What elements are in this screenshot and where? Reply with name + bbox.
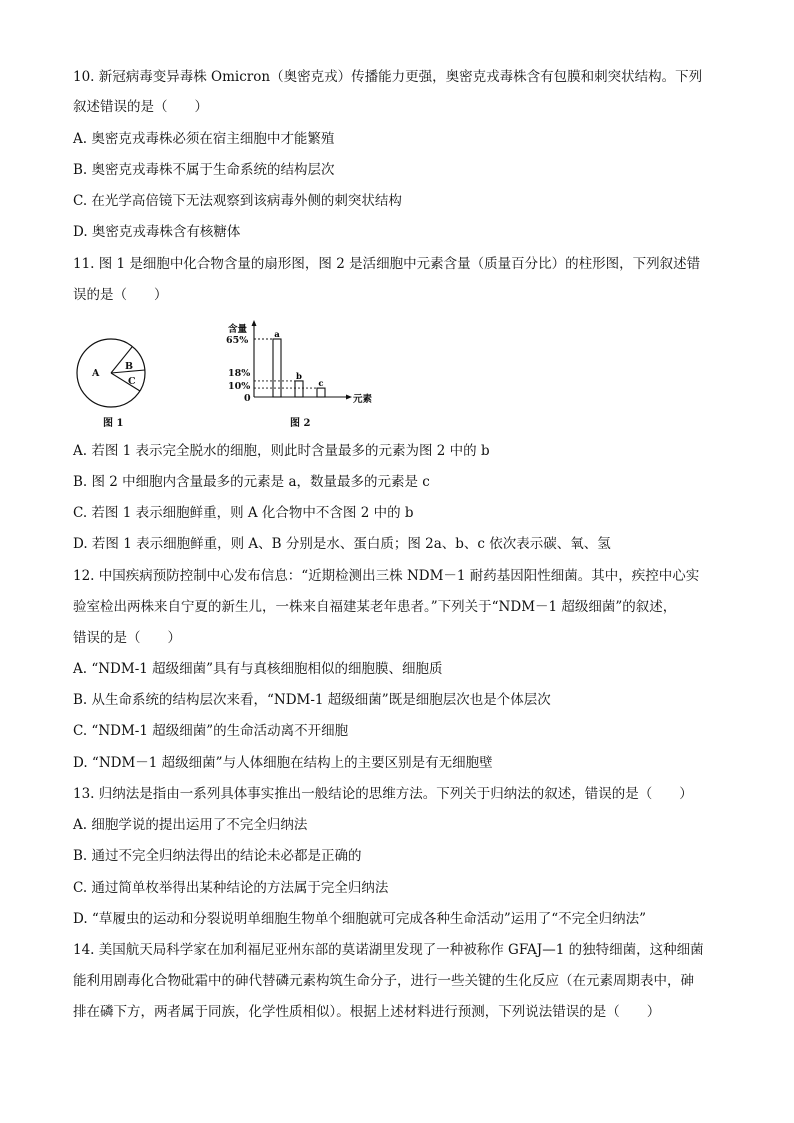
- figure2-bar-b: [295, 381, 303, 397]
- q14-stem-line-1: 14. 美国航天局科学家在加利福尼亚州东部的莫诺湖里发现了一种被称作 GFAJ—1 的独特细菌，这种细菌: [73, 942, 704, 958]
- q10-option-d: D. 奥密克戎毒株含有核糖体: [73, 224, 241, 240]
- q11-option-d: D. 若图 1 表示细胞鲜重，则 A、B 分别是水、蛋白质；图 2a、b、c 依次表示碳、氧、氢: [73, 536, 611, 552]
- figure1-caption: 图 1: [103, 418, 124, 429]
- q11-option-b: B. 图 2 中细胞内含量最多的元素是 a，数量最多的元素是 c: [73, 474, 430, 490]
- figure2-y-axis-label: 含量: [228, 324, 248, 335]
- q10-stem-line-1: 10. 新冠病毒变异毒株 Omicron（奥密克戎）传播能力更强，奥密克戎毒株含有包膜和刺突状结构。下列: [73, 69, 703, 85]
- q11-stem-line-1: 11. 图 1 是细胞中化合物含量的扇形图，图 2 是活细胞中元素含量（质量百分比）的柱形图，下列叙述错: [73, 256, 701, 272]
- figure1-pie: [74, 336, 150, 412]
- q13-stem-line-1: 13. 归纳法是指由一系列具体事实推出一般结论的思维方法。下列关于归纳法的叙述，错误的是（ ）: [73, 786, 693, 802]
- figure1-sector-b: B: [125, 361, 134, 372]
- figure2-bar-c: [317, 388, 325, 397]
- q13-option-a: A. 细胞学说的提出运用了不完全归纳法: [73, 817, 308, 833]
- figure2-origin-label: 0: [244, 393, 251, 404]
- figure2-bar-chart: [240, 320, 355, 405]
- q11-option-c: C. 若图 1 表示细胞鲜重，则 A 化合物中不含图 2 中的 b: [73, 505, 414, 521]
- q10-stem-line-2: 叙述错误的是（ ）: [73, 99, 208, 115]
- figure2-caption: 图 2: [290, 418, 311, 429]
- figure1-sector-a: A: [92, 368, 100, 379]
- figure2-bar-label-b: b: [296, 371, 302, 382]
- figure2-tick-label-18: 18%: [228, 368, 251, 379]
- q10-option-a: A. 奥密克戎毒株必须在宿主细胞中才能繁殖: [73, 131, 335, 147]
- q14-stem-line-2: 能利用剧毒化合物砒霜中的砷代替磷元素构筑生命分子，进行一些关键的生化反应（在元素周期表中，砷: [73, 973, 694, 989]
- q10-option-b: B. 奥密克戎毒株不属于生命系统的结构层次: [73, 162, 335, 178]
- figure1-sector-c: C: [128, 376, 136, 387]
- q11-stem-line-2: 误的是（ ）: [73, 287, 168, 303]
- q10-option-c: C. 在光学高倍镜下无法观察到该病毒外侧的刺突状结构: [73, 193, 402, 209]
- figure2-bar-label-c: c: [318, 379, 324, 390]
- q11-option-a: A. 若图 1 表示完全脱水的细胞，则此时含量最多的元素为图 2 中的 b: [73, 443, 490, 459]
- q12-stem-line-1: 12. 中国疾病预防控制中心发布信息：“近期检测出三株 NDM－1 耐药基因阳性细菌。其中，疾控中心实: [73, 568, 700, 584]
- figure2-y-axis-arrow: [252, 320, 257, 326]
- figure2-tick-label-65: 65%: [226, 335, 249, 346]
- q12-option-b: B. 从生命系统的结构层次来看，“NDM-1 超级细菌”既是细胞层次也是个体层次: [73, 692, 551, 708]
- figure2-x-axis-arrow: [346, 395, 352, 400]
- figure2-bar-label-a: a: [274, 330, 280, 340]
- q13-option-d: D. “草履虫的运动和分裂说明单细胞生物单个细胞就可完成各种生命活动”运用了“不完全归纳法”: [73, 911, 647, 927]
- figure2-tick-label-10: 10%: [228, 381, 251, 392]
- q14-stem-line-3: 排在磷下方，两者属于同族，化学性质相似）。根据上述材料进行预测，下列说法错误的是（ ）: [73, 1004, 661, 1020]
- q12-option-c: C. “NDM-1 超级细菌”的生命活动离不开细胞: [73, 723, 349, 739]
- q13-option-c: C. 通过简单枚举得出某种结论的方法属于完全归纳法: [73, 880, 389, 896]
- q12-stem-line-3: 错误的是（ ）: [73, 630, 181, 646]
- q12-stem-line-2: 验室检出两株来自宁夏的新生儿，一株来自福建某老年患者。”下列关于“NDM－1 超级细菌”的叙述，: [73, 599, 677, 615]
- q13-option-b: B. 通过不完全归纳法得出的结论未必都是正确的: [73, 848, 362, 864]
- q12-option-d: D. “NDM－1 超级细菌”与人体细胞在结构上的主要区别是有无细胞壁: [73, 755, 493, 771]
- figure2-x-axis-label: 元素: [353, 394, 373, 405]
- q12-option-a: A. “NDM-1 超级细菌”具有与真核细胞相似的细胞膜、细胞质: [73, 661, 443, 677]
